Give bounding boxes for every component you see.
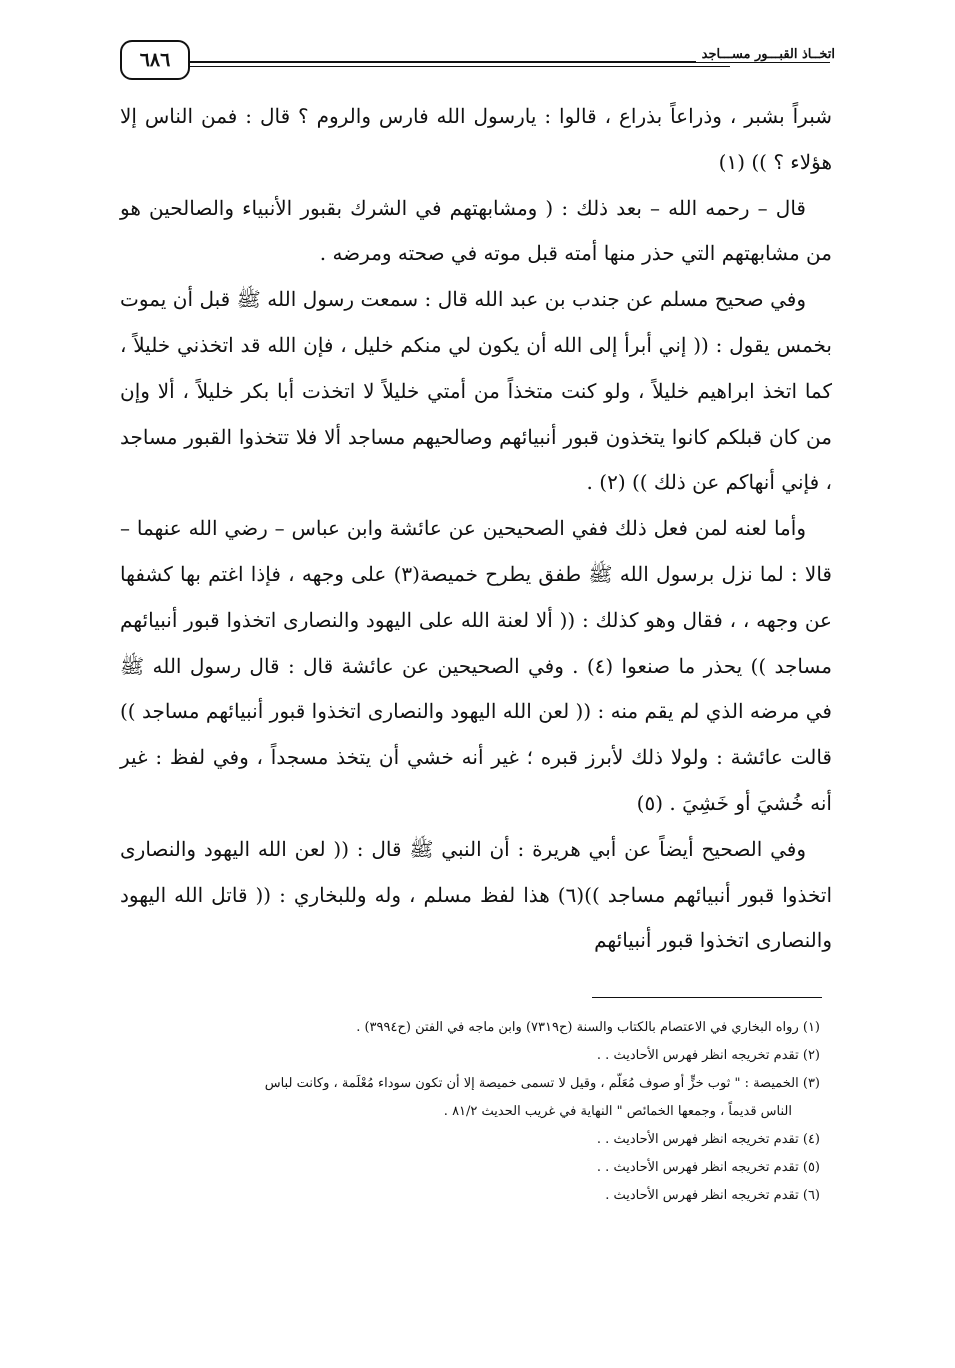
footnote: (٥) تقدم تخريجه انظر فهرس الأحاديث . . (596, 1160, 820, 1175)
footnote: (٣) الخميصة : " ثوب خزٍّ أو صوف مُعَلّم ، وقيل لا تسمى خميصة إلا أن تكون سوداء مُعْلَمة ، وكانت لباس (264, 1076, 820, 1091)
header-rule-thin (190, 66, 730, 67)
main-text (120, 94, 832, 964)
paragraph: وأما لعنه لمن فعل ذلك ففي الصحيحين عن عائشة وابن عباس – رضي الله عنهما – قالا : لما نزل برسول الله ﷺ طفق يطرح خميصة(٣) على وجهه ، فإذا اغتم بها كشفها عن وجهه ، ، فقال وهو كذلك : (( ألا لعنة الله على اليهود والنصارى اتخذوا قبور أنبيائهم مساجد )) يحذر ما صنعوا (٤) . وفي الصحيحين عن عائشة قال : قال رسول الله ﷺ في مرضه الذي لم يقم منه : (( لعن الله اليهود والنصارى اتخذوا قبور أنبيائهم مساجد )) قالت عائشة : ولولا ذلك لأبرز قبره ؛ غير أنه خشي أن يتخذ مسجداً ، وفي لفظ : غير أنه خُشيَ أو خَشِيَ . (٥) (120, 516, 832, 815)
paragraph: شبراً بشبر ، وذراعاً بذراع ، قالوا : يارسول الله فارس والروم ؟ قال : فمن الناس إلا هؤلاء ؟ )) (١) (120, 104, 832, 174)
footnote: (١) رواه البخاري في الاعتصام بالكتاب والسنة (ح٧٣١٩) وابن ماجه في الفتن (ح٣٩٩٤) . (356, 1020, 820, 1035)
paragraph: قال – رحمه الله – بعد ذلك : ( ومشابهتهم في الشرك بقبور الأنبياء والصالحين هو من مشابهتهم التي حذر منها أمته قبل موته في صحته ومرضه . (120, 195, 832, 266)
page-number-box (120, 40, 190, 80)
footnote: (٢) تقدم تخريجه انظر فهرس الأحاديث . . (596, 1048, 820, 1063)
running-title: اتخــاذ القبـــور مســـاجد (696, 47, 835, 62)
paragraph: وفي صحيح مسلم عن جندب بن عبد الله قال : سمعت رسول الله ﷺ قبل أن يموت بخمس يقول : (( إني أبرأ إلى الله أن يكون لي منكم خليل ، فإن الله قد اتخذني خليلاً ، كما اتخذ ابراهيم خليلاً ، ولو كنت متخذاً من أمتي خليلاً لا اتخذت أبا بكر خليلاً ، ألا وإن من كان قبلكم كانوا يتخذون قبور أنبيائهم وصالحيهم مساجد ألا فلا تتخذوا القبور مساجد ، فإني أنهاكم عن ذلك )) (٢) . (120, 287, 832, 495)
footnotes (120, 1014, 820, 1210)
footnote: (٤) تقدم تخريجه انظر فهرس الأحاديث . . (596, 1132, 820, 1147)
paragraph: وفي الصحيح أيضاً عن أبي هريرة : أن النبي ﷺ قال : (( لعن الله اليهود والنصارى اتخذوا قبور أنبيائهم مساجد ))(٦) هذا لفظ مسلم ، وله وللبخاري : (( قاتل الله اليهود والنصارى اتخذوا قبور أنبيائهم (120, 836, 832, 953)
footnote-separator (592, 997, 822, 998)
footnote: (٦) تقدم تخريجه انظر فهرس الأحاديث . (605, 1188, 820, 1203)
page-number: ٦٨٦ (139, 49, 171, 71)
footnote-continuation: الناس قديماً ، وجمعها الخمائص " النهاية في غريب الحديث ٨١/٢ . (443, 1104, 792, 1119)
